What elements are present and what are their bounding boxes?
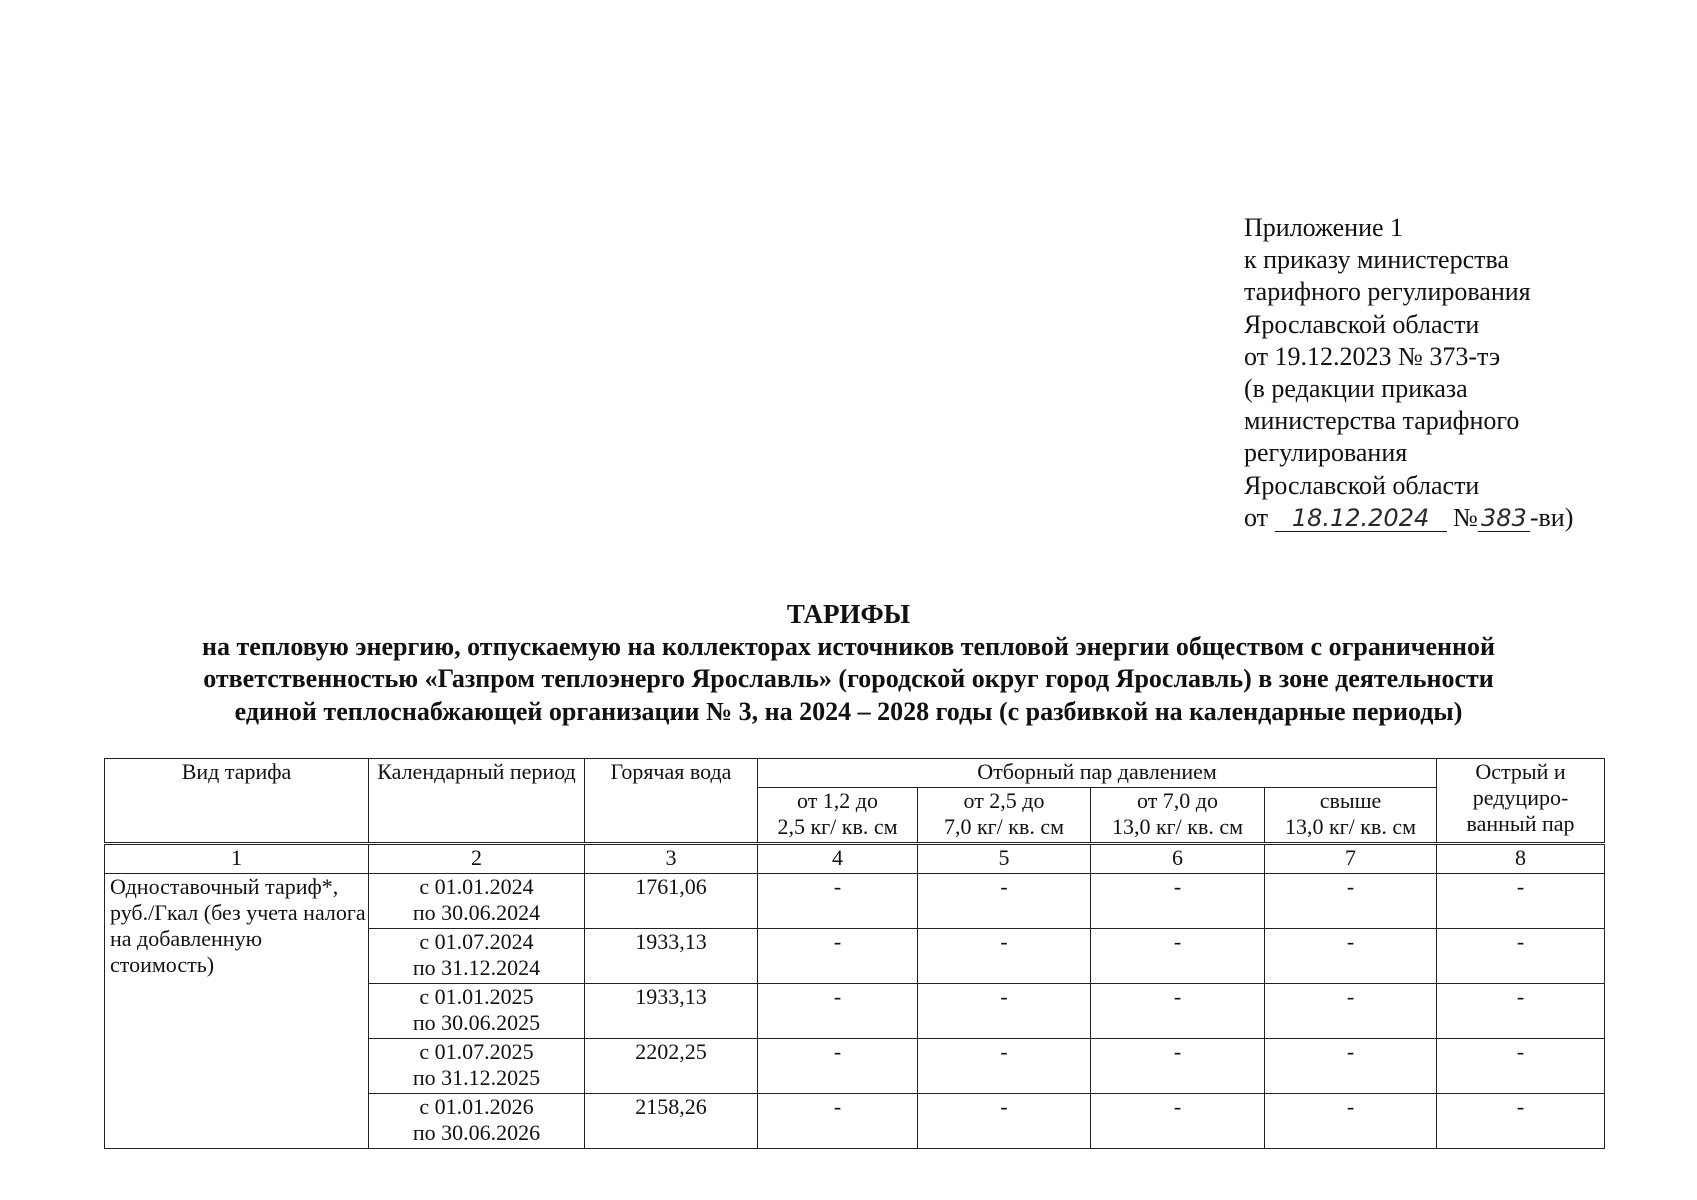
- appendix-line: министерства тарифного: [1244, 406, 1520, 436]
- header-steam-group: Отборный пар давлением: [758, 759, 1437, 788]
- hot-water-value: 1933,13: [585, 929, 758, 984]
- header-sharp-steam: Острый и редуциро- ванный пар: [1437, 759, 1605, 844]
- period-cell: с 01.01.2026 по 30.06.2026: [369, 1094, 585, 1149]
- table-row: [105, 874, 1605, 929]
- title-sub-line: ответственностью «Газпром теплоэнерго Ярославль» (городской округ город Ярославль) в зоне деятельности: [203, 664, 1494, 693]
- steam-value: -: [1265, 1039, 1437, 1094]
- appendix-line: регулирования: [1244, 438, 1408, 468]
- header-row: [105, 759, 1605, 788]
- steam-value: -: [1265, 929, 1437, 984]
- appendix-line: Ярославской области: [1244, 470, 1480, 500]
- period-cell: с 01.07.2024 по 31.12.2024: [369, 929, 585, 984]
- appendix-edition-line: [1244, 502, 1573, 534]
- steam-value: -: [918, 984, 1091, 1039]
- header-vid: Вид тарифа: [105, 759, 369, 844]
- column-number-row: [105, 844, 1605, 874]
- handwritten-number: 383: [1478, 505, 1530, 532]
- document-title: [0, 598, 1697, 728]
- title-sub-line: единой теплоснабжающей организации № 3, на 2024 – 2028 годы (с разбивкой на календарные периоды): [234, 696, 1463, 726]
- column-number: 7: [1265, 844, 1437, 874]
- column-number: 4: [758, 844, 918, 874]
- hot-water-value: 2202,25: [585, 1039, 758, 1094]
- steam-value: -: [918, 1094, 1091, 1149]
- edition-suffix: -ви): [1529, 502, 1574, 532]
- tariff-table: [104, 758, 1605, 1149]
- hot-water-value: 2158,26: [585, 1094, 758, 1149]
- column-number: 5: [918, 844, 1091, 874]
- steam-value: -: [1091, 984, 1265, 1039]
- steam-value: -: [758, 984, 918, 1039]
- steam-value: -: [918, 929, 1091, 984]
- steam-value: -: [1265, 1094, 1437, 1149]
- steam-value: -: [1091, 874, 1265, 929]
- appendix-line: к приказу министерства: [1244, 245, 1509, 275]
- steam-value: -: [1265, 874, 1437, 929]
- title-sub-line: на тепловую энергию, отпускаемую на коллекторах источников тепловой энергии обществом с ограниченной: [202, 631, 1495, 661]
- column-number: 8: [1437, 844, 1605, 874]
- appendix-line: Ярославской области: [1244, 309, 1480, 339]
- header-steam-col: от 1,2 до 2,5 кг/ кв. см: [758, 788, 918, 844]
- title-main: ТАРИФЫ: [786, 599, 911, 629]
- edition-prefix: от: [1244, 502, 1269, 532]
- sharp-steam-value: -: [1437, 1094, 1605, 1149]
- steam-value: -: [758, 929, 918, 984]
- appendix-line: Приложение 1: [1244, 213, 1404, 242]
- period-cell: с 01.01.2024 по 30.06.2024: [369, 874, 585, 929]
- header-hot-water: Горячая вода: [585, 759, 758, 844]
- column-number: 3: [585, 844, 758, 874]
- steam-value: -: [758, 1039, 918, 1094]
- appendix-block: [1244, 212, 1573, 534]
- steam-value: -: [1091, 1039, 1265, 1094]
- header-steam-col: от 7,0 до 13,0 кг/ кв. см: [1091, 788, 1265, 844]
- steam-value: -: [1265, 984, 1437, 1039]
- steam-value: -: [1091, 929, 1265, 984]
- period-cell: с 01.01.2025 по 30.06.2025: [369, 984, 585, 1039]
- steam-value: -: [1091, 1094, 1265, 1149]
- number-sign: №: [1453, 502, 1478, 532]
- steam-value: -: [758, 874, 918, 929]
- period-cell: с 01.07.2025 по 31.12.2025: [369, 1039, 585, 1094]
- hot-water-value: 1933,13: [585, 984, 758, 1039]
- header-steam-col: от 2,5 до 7,0 кг/ кв. см: [918, 788, 1091, 844]
- steam-value: -: [758, 1094, 918, 1149]
- tariff-type-cell: Одноставочный тариф*, руб./Гкал (без учета налога на добавленную стоимость): [105, 874, 369, 1149]
- column-number: 1: [105, 844, 369, 874]
- hot-water-value: 1761,06: [585, 874, 758, 929]
- column-number: 2: [369, 844, 585, 874]
- appendix-line: тарифного регулирования: [1244, 277, 1531, 307]
- appendix-line: от 19.12.2023 № 373-тэ: [1244, 341, 1501, 371]
- sharp-steam-value: -: [1437, 874, 1605, 929]
- column-number: 6: [1091, 844, 1265, 874]
- header-steam-col: свыше 13,0 кг/ кв. см: [1265, 788, 1437, 844]
- sharp-steam-value: -: [1437, 929, 1605, 984]
- steam-value: -: [918, 1039, 1091, 1094]
- handwritten-date: 18.12.2024: [1275, 505, 1447, 532]
- appendix-line: (в редакции приказа: [1244, 374, 1468, 404]
- header-period: Календарный период: [369, 759, 585, 844]
- steam-value: -: [918, 874, 1091, 929]
- sharp-steam-value: -: [1437, 984, 1605, 1039]
- sharp-steam-value: -: [1437, 1039, 1605, 1094]
